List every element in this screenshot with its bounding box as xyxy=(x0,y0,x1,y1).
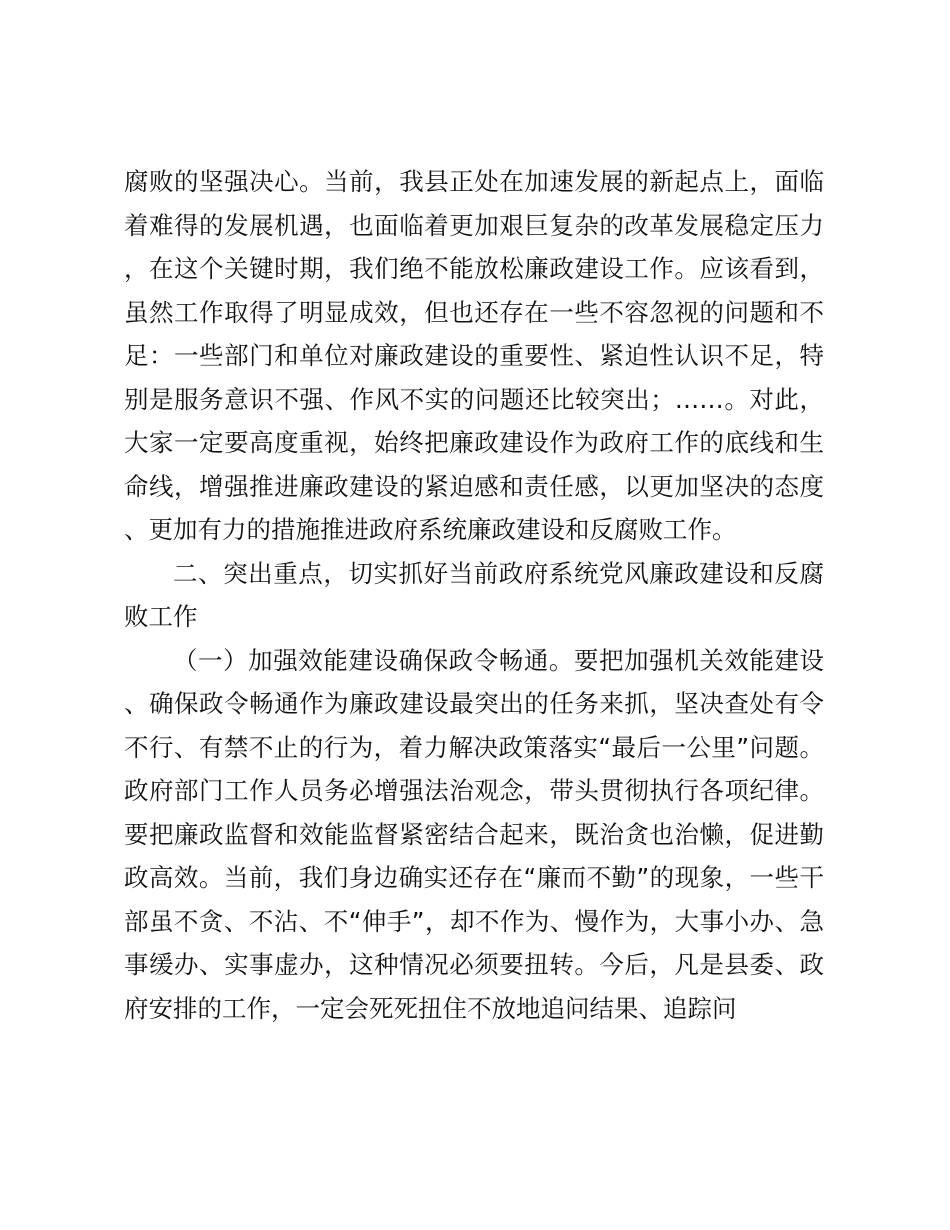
paragraph-continuation: 腐败的坚强决心。当前，我县正处在加速发展的新起点上，面临着难得的发展机遇，也面临着更加艰巨复杂的改革发展稳定压力，在这个关键时期，我们绝不能放松廉政建设工作。应该看到，虽然工作取得了明显成效，但也还存在一些不容忽视的问题和不足：一些部门和单位对廉政建设的重要性、紧迫性认识不足，特别是服务意识不强、作风不实的问题还比较突出；……。对此，大家一定要高度重视，始终把廉政建设作为政府工作的底线和生命线，增强推进廉政建设的紧迫感和责任感，以更加坚决的态度、更加有力的措施推进政府系统廉政建设和反腐败工作。 xyxy=(124,167,824,544)
section-heading: 二、突出重点，切实抓好当前政府系统党风廉政建设和反腐败工作 xyxy=(124,558,824,631)
document-body xyxy=(124,160,824,1030)
paragraph-efficiency: （一）加强效能建设确保政令畅通。要把加强机关效能建设、确保政令畅通作为廉政建设最突出的任务来抓，坚决查处有令不行、有禁不止的行为，着力解决政策落实“最后一公里”问题。政府部门工作人员务必增强法治观念，带头贯彻执行各项纪律。要把廉政监督和效能监督紧密结合起来，既治贪也治懒，促进勤政高效。当前，我们身边确实还存在“廉而不勤”的现象，一些干部虽不贪、不沾、不“伸手”，却不作为、慢作为，大事小办、急事缓办、实事虚办，这种情况必须要扭转。今后，凡是县委、政府安排的工作，一定会死死扭住不放地追问结果、追踪问 xyxy=(124,645,824,1023)
